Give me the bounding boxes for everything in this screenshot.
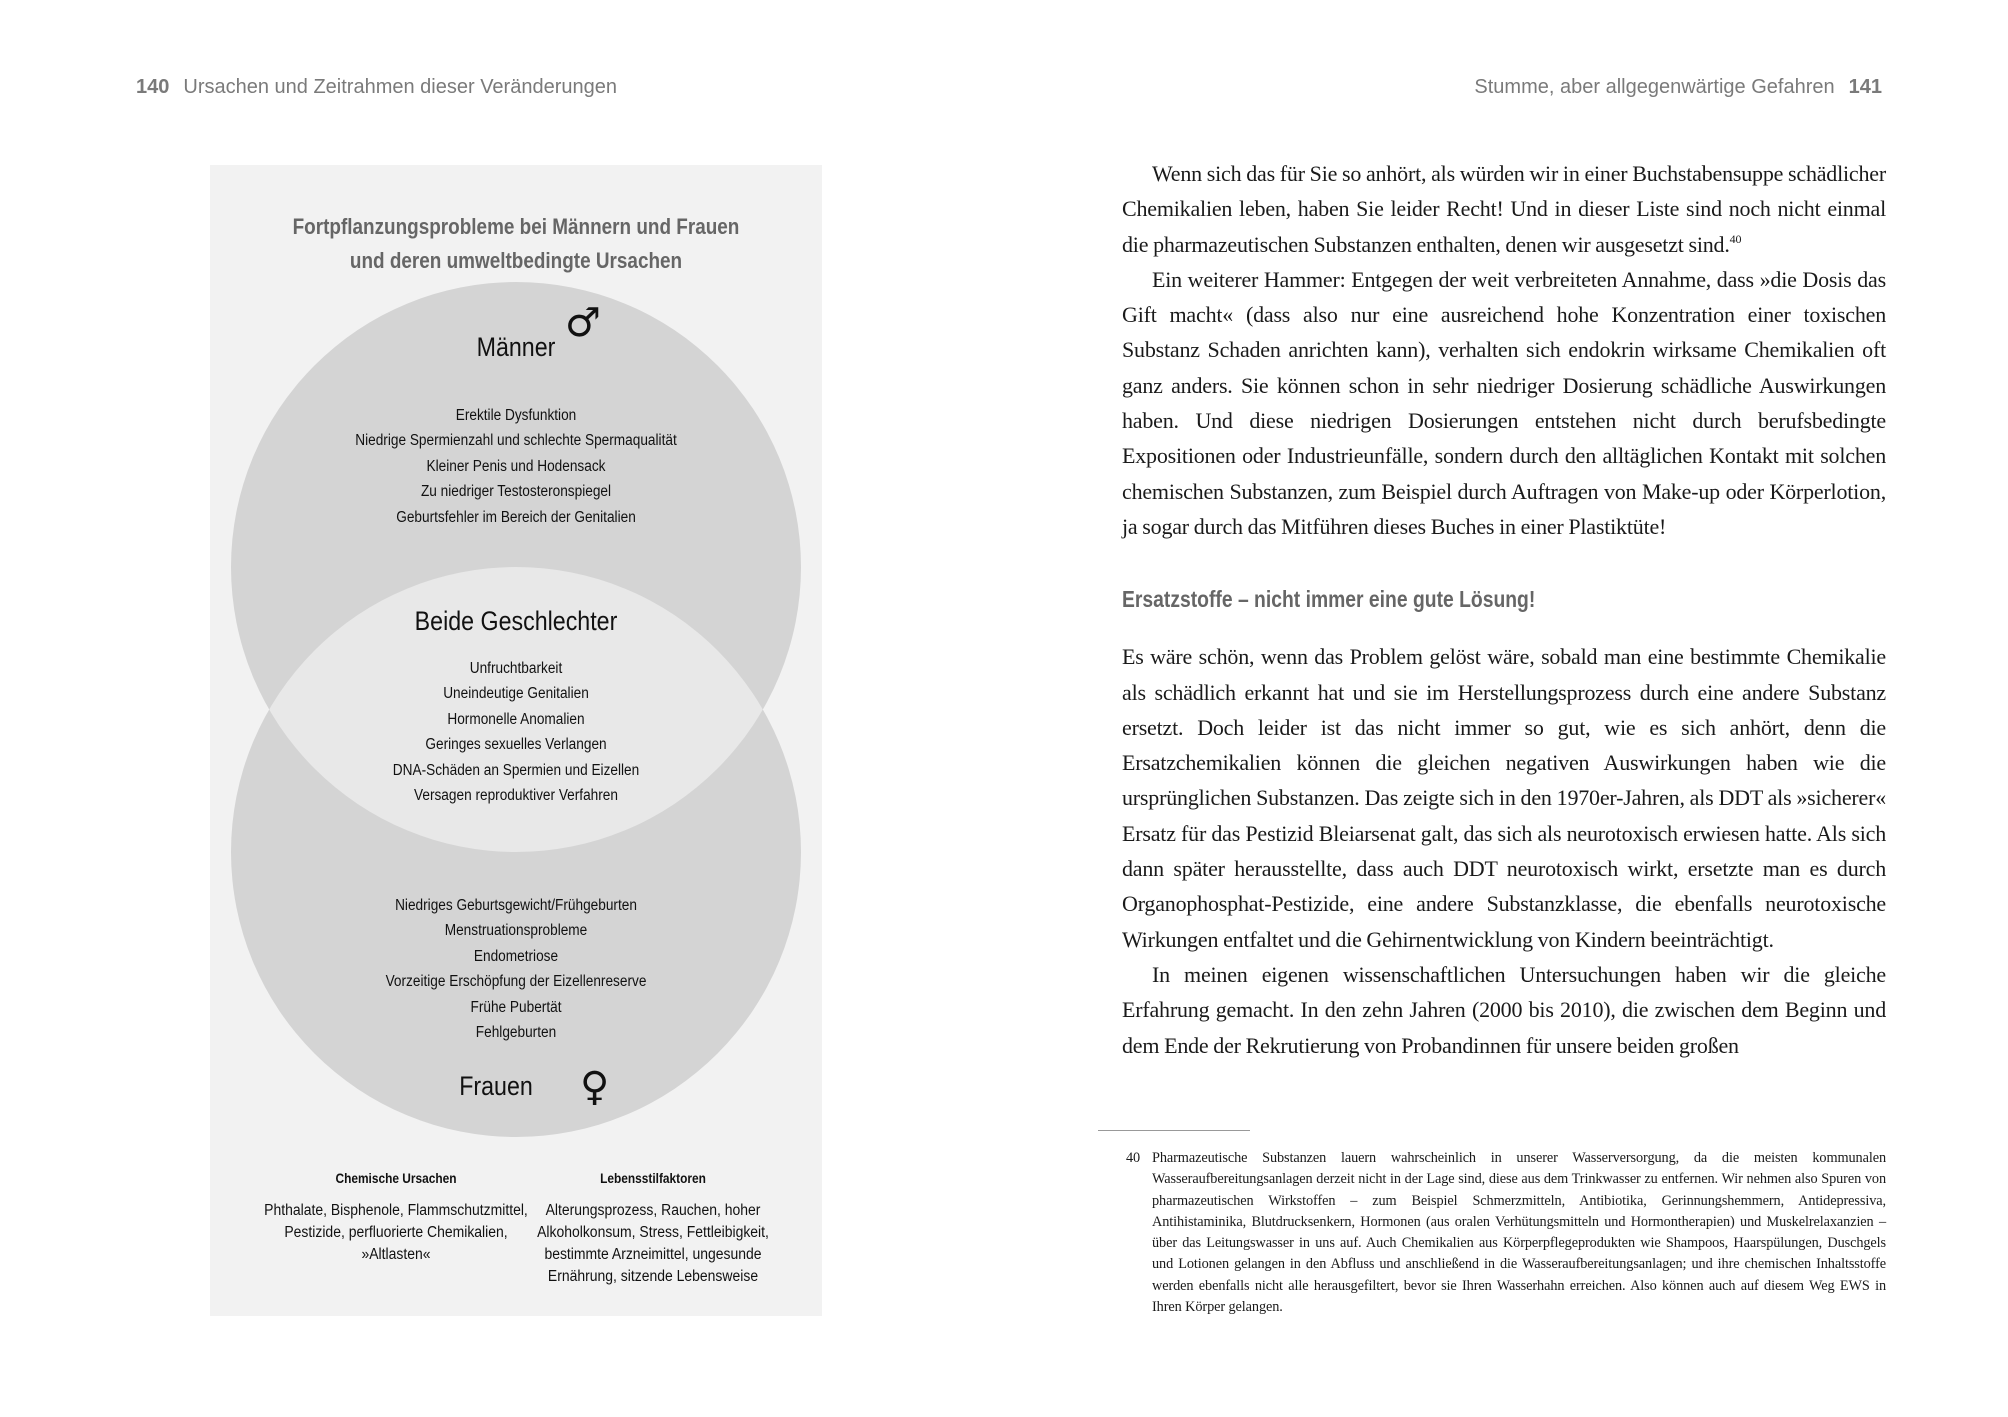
cause-line: »Altlasten« [361,1246,431,1263]
footnote-ref[interactable]: 40 [1729,231,1742,246]
lifestyle-factors-title: Lebensstilfaktoren [600,1170,706,1186]
list-item: Menstruationsprobleme [444,922,588,940]
running-head-left [136,76,617,99]
list-item: Unfruchtbarkeit [469,660,563,677]
list-item: Endometriose [473,947,559,965]
footnote-text: Pharmazeutische Substanzen lauern wahrscheinlich in unserer Wasserversorgung, da die meisten kommunalen Wasseraufbereitungsanlagen derzeit nicht in der Lage sind, diese aus dem Trinkwasser zu entfernen. Wir nehmen also Spuren von pharmazeutischen Wirkstoffen – zum Beispiel Schmerzmitteln, Antibiotika, Gerinnungshemmern, Antidepressiva, Antihistaminika, Blutdrucksenkern, Hormonen (aus oralen Verhütungsmitteln und Hormontherapien) und Muskelrelaxanzien – über das Leitungswasser in uns auf. Auch Chemikalien aus Körperpflegeprodukten wie Shampoos, Haarspülungen, Duschgels und Lotionen gelangen in den Abfluss und anschließend in die Wasseraufbereitungsanlagen; und ihre chemischen Inhaltsstoffe werden ebenfalls nicht alle herausgefiltert, bevor sie Ihren Wasserhahn erreichen. Also können auch auf diesem Weg EWS in Ihren Körper gelangen. [1152,1150,1886,1316]
diagram-title-line: Fortpflanzungsprobleme bei Männern und Frauen [292,214,740,239]
both-items [247,656,786,808]
venn-diagram-panel [210,165,822,1316]
diagram-title [253,210,779,278]
page-number-left: 140 [136,76,170,98]
right-page-body [1122,156,1886,1063]
footnote-number: 40 [1126,1150,1141,1166]
chemical-causes [246,1170,546,1266]
list-item: Niedrige Spermienzahl und schlechte Spermaqualität [355,432,677,450]
page-number-right: 141 [1848,76,1882,98]
section-heading: Ersatzstoffe – nicht immer eine gute Lösung! [1122,586,1536,613]
body-paragraph: Es wäre schön, wenn das Problem gelöst wäre, sobald man eine bestimmte Chemikalie als schädlich erkannt hat und sie im Herstellungsprozess durch eine andere Substanz ersetzt. Doch leider ist das nicht immer so gut, wie es sich anhört, denn die Ersatzchemikalien können die gleichen negativen Auswirkungen haben wie die ursprünglichen Substanzen. Das zeigte sich in den 1970er-Jahren, als DDT als »sicherer« Ersatz für das Pestizid Bleiarsenat galt, das sich als neurotoxisch erwiesen hatte. Als sich dann später herausstellte, dass auch DDT neurotoxisch wirkt, ersetzte man es durch Organophosphat-Pestizide, eine andere Substanzklasse, die ebenfalls neurotoxische Wirkungen entfaltet und die Gehirnentwicklung von Kindern beeinträchtigt. [1122,644,1886,952]
women-items [247,893,786,1045]
list-item: Geringes sexuelles Verlangen [425,736,607,754]
body-paragraph [1122,156,1886,262]
cause-line: bestimmte Arzneimittel, ungesunde [544,1246,762,1263]
men-items [247,403,786,530]
male-symbol-icon: ♂ [565,300,601,346]
running-title-right: Stumme, aber allgegenwärtige Gefahren [1474,76,1835,98]
men-heading: Männer [476,332,556,362]
body-paragraph: Ein weiterer Hammer: Entgegen der weit verbreiteten Annahme, dass »die Dosis das Gift macht« (dass also nur eine ausreichend hohe Konzentration einer toxischen Substanz Schaden anrichten kann), verhalten sich endokrin wirksame Chemikalien oft ganz anders. Sie können schon in sehr niedriger Dosierung schädliche Auswirkungen haben. Und diese niedrigen Dosierungen entstehen nicht durch berufsbedingte Expositionen oder Industrieunfälle, sondern durch den alltäglichen Kontakt mit solchen chemischen Substanzen, zum Beispiel durch Auftragen von Make-up oder Körperlotion, ja sogar durch das Mitführen dieses Buches in einer Plastiktüte! [1122,266,1886,539]
list-item: Versagen reproduktiver Verfahren [414,787,618,805]
list-item: Niedriges Geburtsgewicht/Frühgeburten [395,897,637,914]
list-item: Erektile Dysfunktion [455,407,577,424]
cause-line: Ernährung, sitzende Lebensweise [547,1268,759,1285]
list-item: Geburtsfehler im Bereich der Genitalien [396,508,636,526]
list-item: Frühe Pubertät [470,998,562,1016]
women-heading: Frauen [459,1071,533,1101]
cause-line: Alterungsprozess, Rauchen, hoher [545,1202,761,1219]
chemical-causes-title: Chemische Ursachen [335,1170,457,1186]
list-item: Zu niedriger Testosteronspiegel [420,483,612,501]
both-heading: Beide Geschlechter [414,606,618,636]
paragraph-text: Wenn sich das für Sie so anhört, als würden wir in einer Buchstabensuppe schädlicher Chemikalien leben, haben Sie leider Recht! Und in dieser Liste sind noch nicht einmal die pharmazeutischen Substanzen enthalten, denen wir ausgesetzt sind. [1122,161,1886,257]
footnote [1126,1148,1886,1318]
list-item: Hormonelle Anomalien [447,710,585,728]
cause-line: Pestizide, perfluorierte Chemikalien, [284,1224,508,1241]
lifestyle-factors [503,1170,803,1288]
list-item: Fehlgeburten [475,1024,557,1042]
cause-line: Alkoholkonsum, Stress, Fettleibigkeit, [537,1224,769,1241]
list-item: Uneindeutige Genitalien [443,685,589,703]
running-title-left: Ursachen und Zeitrahmen dieser Veränderungen [183,76,617,98]
cause-line: Phthalate, Bisphenole, Flammschutzmittel, [264,1202,528,1219]
body-paragraph: In meinen eigenen wissenschaftlichen Untersuchungen haben wir die gleiche Erfahrung gemacht. In den zehn Jahren (2000 bis 2010), die zwischen dem Beginn und dem Ende der Rekrutierung von Probandinnen für unsere beiden großen [1122,961,1886,1058]
diagram-title-line: und deren umweltbedingte Ursachen [349,248,683,273]
footnote-divider [1098,1130,1250,1131]
list-item: DNA-Schäden an Spermien und Eizellen [392,761,640,779]
list-item: Vorzeitige Erschöpfung der Eizellenreserve [385,973,647,991]
list-item: Kleiner Penis und Hodensack [426,457,606,475]
female-symbol-icon: ♀ [580,1064,610,1110]
running-head-right [1474,76,1882,99]
